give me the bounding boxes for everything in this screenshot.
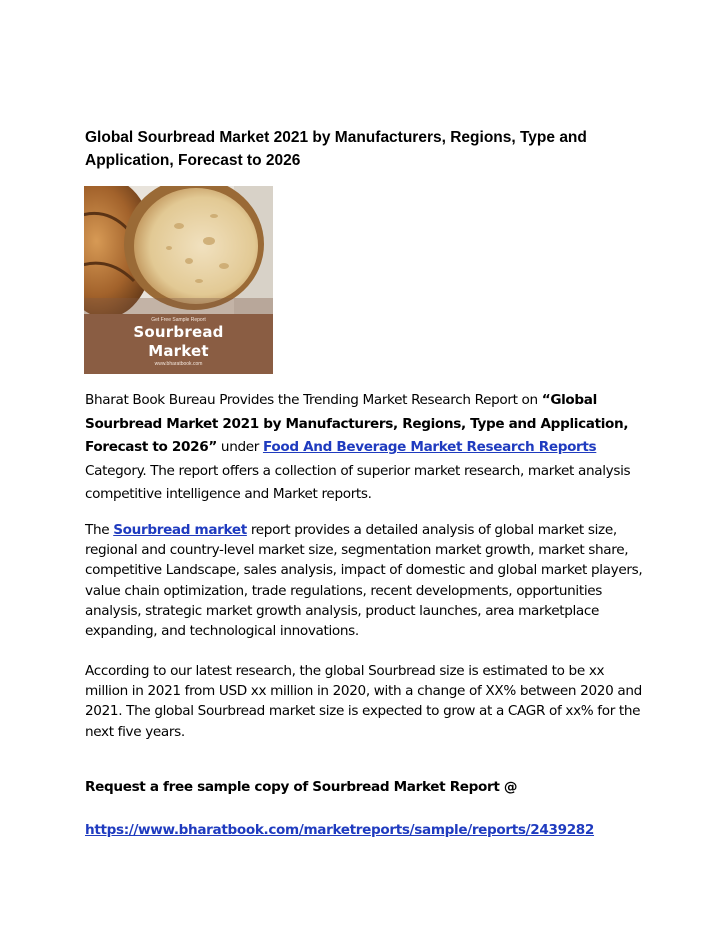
cover-name-line1: Sourbread bbox=[133, 323, 224, 341]
intro-lead: Bharat Book Bureau Provides the Trending Market Research Report on bbox=[85, 392, 542, 408]
intro-report-title: “Global Sourbread Market 2021 by Manufacturers, Regions, Type and Application, Forecast to 2026” bbox=[85, 392, 629, 456]
cover-title-band bbox=[84, 314, 273, 374]
cover-sample-label: Get Free Sample Report bbox=[151, 317, 206, 323]
sourbread-market-link[interactable]: Sourbread market bbox=[113, 522, 247, 538]
cover-website: www.bharatbook.com bbox=[154, 361, 203, 367]
sourbread-photo bbox=[84, 186, 273, 314]
cover-name-line2: Market bbox=[148, 342, 209, 360]
intro-paragraph bbox=[85, 389, 645, 507]
report-title: Global Sourbread Market 2021 by Manufacturers, Regions, Type and Application, Forecast to 2026 bbox=[85, 129, 587, 169]
intro-tail: Category. The report offers a collection of superior market research, market analysis competitive intelligence and Market reports. bbox=[85, 462, 631, 503]
scope-lead: The bbox=[85, 522, 114, 538]
intro-under: under bbox=[216, 439, 263, 456]
scope-paragraph bbox=[85, 520, 645, 641]
scope-tail: report provides a detailed analysis of global market size, regional and country-level market size, segmentation market growth, market share, competitive Landscape, sales analysis, impact of domestic and global market players, value chain optimization, trade regulations, recent developments, opportunities analysis, strategic market growth analysis, product launches, area marketplace expanding, and technological innovations. bbox=[85, 522, 643, 640]
request-sample-heading: Request a free sample copy of Sourbread Market Report @ bbox=[85, 779, 518, 795]
sample-url-paragraph bbox=[85, 820, 645, 840]
research-paragraph: According to our latest research, the global Sourbread size is estimated to be xx million in 2021 from USD xx million in 2020, with a change of XX% between 2020 and 2021. The global Sourbread market size is expected to grow at a CAGR of xx% for the next five years. bbox=[85, 663, 642, 740]
category-link[interactable]: Food And Beverage Market Research Reports bbox=[262, 439, 597, 456]
report-cover-image bbox=[84, 186, 273, 374]
sample-url-link[interactable]: https://www.bharatbook.com/marketreports/sample/reports/2439282 bbox=[85, 822, 595, 838]
